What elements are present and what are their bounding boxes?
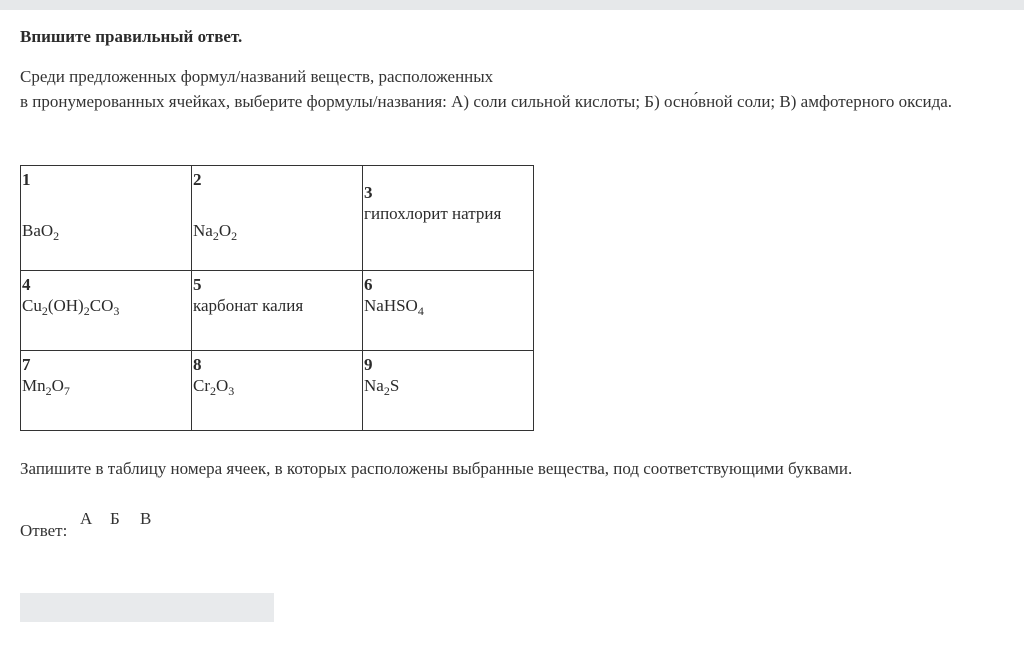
table-row	[21, 166, 534, 271]
cell-substance-name: карбонат калия	[193, 296, 304, 315]
answer-label: Ответ:	[20, 521, 68, 540]
table-cell-9	[363, 351, 534, 431]
question-text	[20, 64, 1000, 114]
cell-formula: $Na_2O_2$	[193, 221, 238, 243]
cell-number: 8	[193, 355, 202, 374]
cell-formula: $Cr_2O_3$	[193, 376, 235, 398]
cell-number: 4	[22, 275, 31, 294]
question-line-1: Среди предложенных формул/названий веществ, расположенных	[20, 67, 494, 86]
table-cell-6	[363, 271, 534, 351]
cell-number: 5	[193, 275, 202, 294]
table-row	[21, 271, 534, 351]
instruction-heading: Впишите правильный ответ.	[20, 27, 243, 46]
fill-instruction: Запишите в таблицу номера ячеек, в которых расположены выбранные вещества, под соответствующими буквами.	[20, 459, 853, 478]
table-cell-2	[192, 166, 363, 271]
cell-number: 9	[364, 355, 373, 374]
answer-letter-headers	[80, 509, 170, 529]
table-row	[21, 351, 534, 431]
cell-number: 7	[22, 355, 31, 374]
cell-number: 3	[364, 183, 373, 202]
substances-table	[20, 165, 534, 431]
answer-letter-a: А	[80, 509, 93, 528]
cell-number: 2	[193, 170, 202, 189]
cell-substance-name: гипохлорит натрия	[364, 204, 502, 223]
table-cell-5	[192, 271, 363, 351]
table-cell-4	[21, 271, 192, 351]
answer-letter-b: Б	[110, 509, 120, 528]
cell-formula: BaO$_2$	[22, 221, 60, 243]
cell-formula: $Cu_2(OH)_2CO_3$	[22, 296, 120, 318]
cell-number: 1	[22, 170, 31, 189]
question-line-2: в пронумерованных ячейках, выберите формулы/названия: А) соли сильной кислоты; Б) осно́вной соли; В) амфотерного оксида.	[20, 92, 953, 111]
table-cell-3	[363, 166, 534, 271]
cell-formula: NaHSO$_4$	[364, 296, 424, 318]
cell-formula: $Na_2S$	[364, 376, 400, 398]
table-cell-7	[21, 351, 192, 431]
table-cell-1	[21, 166, 192, 271]
answer-input[interactable]	[20, 593, 274, 622]
cell-formula: $Mn_2O_7$	[22, 376, 70, 398]
cell-number: 6	[364, 275, 373, 294]
top-bar	[0, 0, 1024, 10]
table-cell-8	[192, 351, 363, 431]
answer-letter-v: В	[140, 509, 152, 528]
